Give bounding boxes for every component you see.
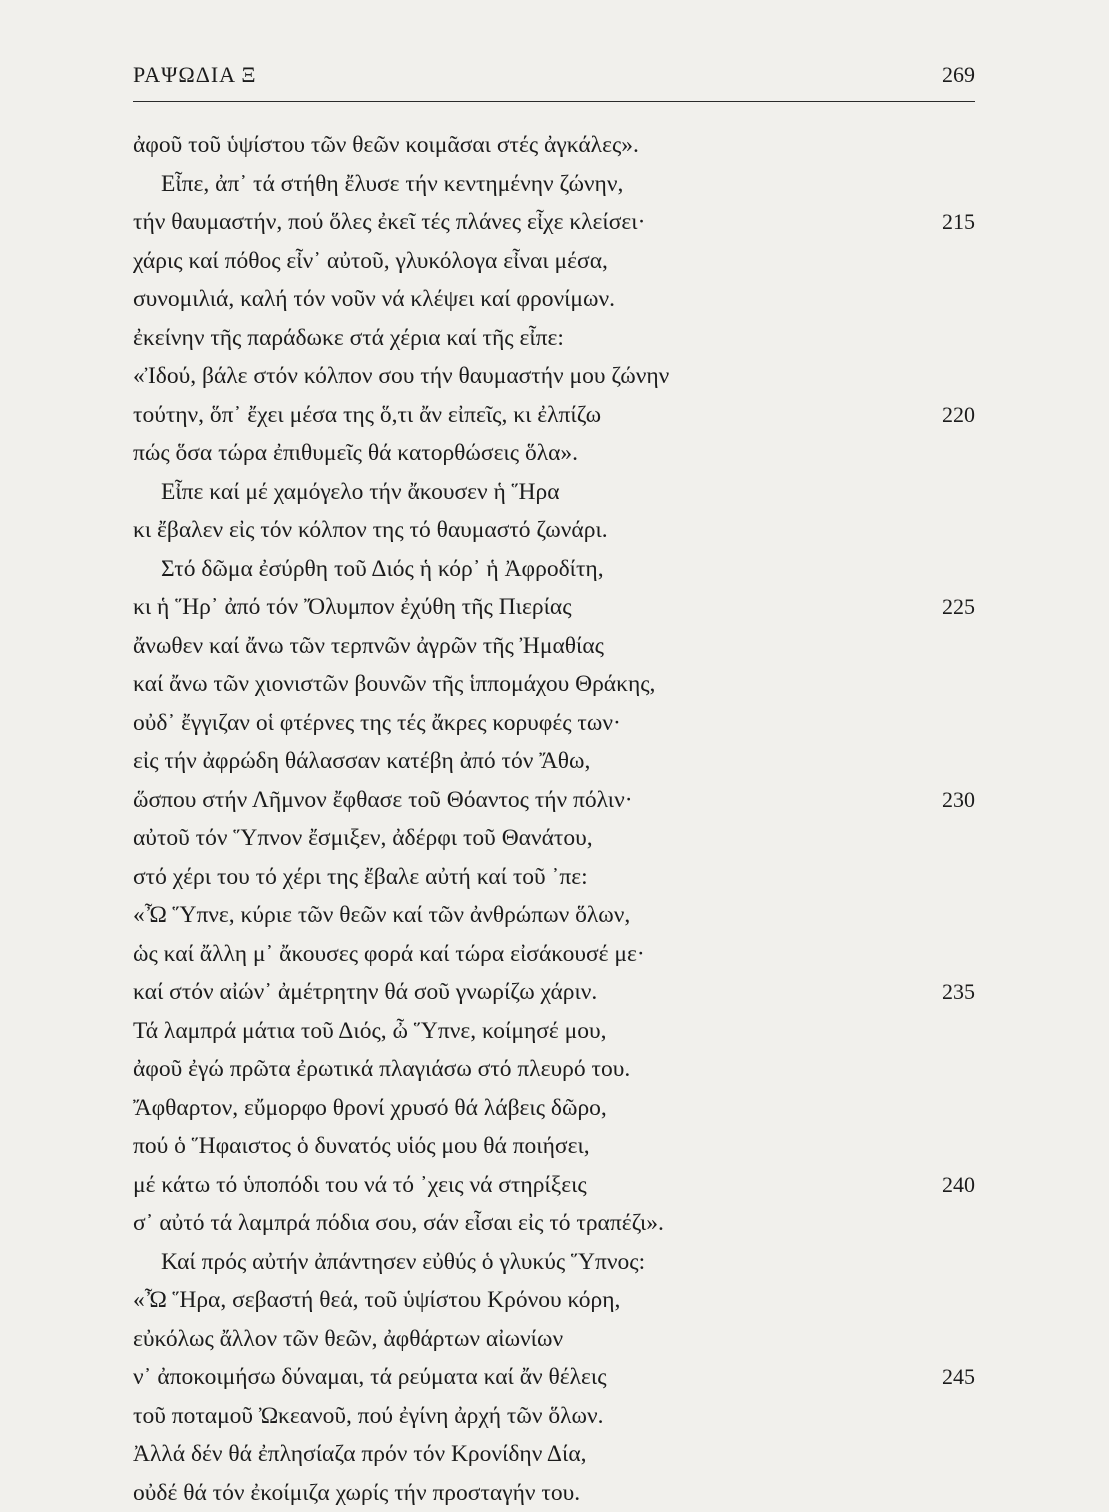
verse-line <box>133 1435 975 1474</box>
verse-text: συνομιλιά, καλή τόν νοῦν νά κλέψει καί φρονίμων. <box>133 280 615 319</box>
verse-line <box>133 627 975 666</box>
verse-text: Ἀλλά δέν θά ἐπλησίαζα πρόν τόν Κρονίδην Δία, <box>133 1435 587 1474</box>
verse-text: «Ὦ Ἥρα, σεβαστή θεά, τοῦ ὑψίστου Κρόνου κόρη, <box>133 1281 620 1320</box>
verse-line <box>133 550 975 589</box>
verse-line <box>133 126 975 165</box>
verse-line <box>133 1281 975 1320</box>
verse-text: καί ἄνω τῶν χιονιστῶν βουνῶν τῆς ἱππομάχου Θράκης, <box>133 665 655 704</box>
verse-line <box>133 396 975 435</box>
verse-line <box>133 1089 975 1128</box>
page-header <box>133 62 975 102</box>
verse-text: καί στόν αἰών᾽ ἀμέτρητην θά σοῦ γνωρίζω χάριν. <box>133 973 597 1012</box>
verse-line <box>133 1397 975 1436</box>
line-number: 245 <box>942 1358 975 1397</box>
verse-line <box>133 434 975 473</box>
verse-line <box>133 742 975 781</box>
verse-line <box>133 1204 975 1243</box>
verse-line <box>133 511 975 550</box>
verse-line <box>133 1050 975 1089</box>
verse-line <box>133 896 975 935</box>
verse-line <box>133 1358 975 1397</box>
line-number: 235 <box>942 973 975 1012</box>
verse-line <box>133 665 975 704</box>
verse-text: σ᾽ αὐτό τά λαμπρά πόδια σου, σάν εἶσαι εἰς τό τραπέζι». <box>133 1204 664 1243</box>
verse-text: κι ἔβαλεν εἰς τόν κόλπον της τό θαυμαστό ζωνάρι. <box>133 511 608 550</box>
verse-line <box>133 242 975 281</box>
verse-line <box>133 357 975 396</box>
verse-text: στό χέρι του τό χέρι της ἔβαλε αὐτή καί τοῦ ᾽πε: <box>133 858 588 897</box>
verse-text: ἀφοῦ ἐγώ πρῶτα ἐρωτικά πλαγιάσω στό πλευρό του. <box>133 1050 630 1089</box>
verse-text: οὐδ᾽ ἔγγιζαν οἱ φτέρνες της τές ἄκρες κορυφές των· <box>133 704 621 743</box>
verse-text: ἀφοῦ τοῦ ὑψίστου τῶν θεῶν κοιμᾶσαι στές ἀγκάλες». <box>133 126 639 165</box>
verse-text: ν᾽ ἀποκοιμήσω δύναμαι, τά ρεύματα καί ἄν θέλεις <box>133 1358 607 1397</box>
verse-text: Εἶπε, ἀπ᾽ τά στήθη ἔλυσε τήν κεντημένην ζώνην, <box>161 165 623 204</box>
verse-text: εἰς τήν ἀφρώδη θάλασσαν κατέβη ἀπό τόν Ἄθω, <box>133 742 590 781</box>
line-number: 215 <box>942 203 975 242</box>
verse-line <box>133 704 975 743</box>
verse-line <box>133 588 975 627</box>
verse-text: τούτην, ὅπ᾽ ἔχει μέσα της ὅ,τι ἄν εἰπεῖς, κι ἐλπίζω <box>133 396 601 435</box>
verse-line <box>133 973 975 1012</box>
verse-line <box>133 473 975 512</box>
header-rule <box>133 101 975 102</box>
verse-line <box>133 203 975 242</box>
verse-line <box>133 1320 975 1359</box>
verse-line <box>133 781 975 820</box>
verse-text: «Ὦ Ὕπνε, κύριε τῶν θεῶν καί τῶν ἀνθρώπων ὅλων, <box>133 896 630 935</box>
verse-line <box>133 1166 975 1205</box>
line-number: 230 <box>942 781 975 820</box>
verse-text: τοῦ ποταμοῦ Ὠκεανοῦ, πού ἐγίνη ἀρχή τῶν ὅλων. <box>133 1397 603 1436</box>
line-number: 240 <box>942 1166 975 1205</box>
verse-line <box>133 1243 975 1282</box>
verse-text: πώς ὅσα τώρα ἐπιθυμεῖς θά κατορθώσεις ὅλα». <box>133 434 578 473</box>
verse-text: ὡς καί ἄλλη μ᾽ ἄκουσες φορά καί τώρα εἰσάκουσέ με· <box>133 935 645 974</box>
verse-text: ἐκείνην τῆς παράδωκε στά χέρια καί τῆς εἶπε: <box>133 319 564 358</box>
verse-text: Ἄφθαρτον, εὔμορφο θρονί χρυσό θά λάβεις δῶρο, <box>133 1089 607 1128</box>
verse-text: ὥσπου στήν Λῆμνον ἔφθασε τοῦ Θόαντος τήν πόλιν· <box>133 781 633 820</box>
verse-text: Καί πρός αὐτήν ἀπάντησεν εὐθύς ὁ γλυκύς Ὕπνος: <box>161 1243 645 1282</box>
verse-text: Τά λαμπρά μάτια τοῦ Διός, ὦ Ὕπνε, κοίμησέ μου, <box>133 1012 607 1051</box>
verse-text: τήν θαυμαστήν, πού ὅλες ἐκεῖ τές πλάνες εἶχε κλείσει· <box>133 203 645 242</box>
verse-line <box>133 165 975 204</box>
verse-list <box>133 126 975 1512</box>
verse-line <box>133 819 975 858</box>
line-number: 220 <box>942 396 975 435</box>
verse-text: Εἶπε καί μέ χαμόγελο τήν ἄκουσεν ἡ Ἥρα <box>161 473 560 512</box>
verse-text: κι ἡ Ἥρ᾽ ἀπό τόν Ὄλυμπον ἐχύθη τῆς Πιερίας <box>133 588 572 627</box>
verse-text: «Ἰδού, βάλε στόν κόλπον σου τήν θαυμαστήν μου ζώνην <box>133 357 669 396</box>
verse-text: μέ κάτω τό ὑποπόδι του νά τό ᾽χεις νά στηρίξεις <box>133 1166 587 1205</box>
verse-text: ἄνωθεν καί ἄνω τῶν τερπνῶν ἀγρῶν τῆς Ἠμαθίας <box>133 627 604 666</box>
verse-line <box>133 1012 975 1051</box>
verse-text: Στό δῶμα ἐσύρθη τοῦ Διός ἡ κόρ᾽ ἡ Ἀφροδίτη, <box>161 550 604 589</box>
verse-line <box>133 1127 975 1166</box>
verse-line <box>133 280 975 319</box>
verse-text: χάρις καί πόθος εἶν᾽ αὐτοῦ, γλυκόλογα εἶναι μέσα, <box>133 242 608 281</box>
verse-line <box>133 935 975 974</box>
page-number: 269 <box>942 62 975 88</box>
verse-line <box>133 858 975 897</box>
verse-text: πού ὁ Ἥφαιστος ὁ δυνατός υἱός μου θά ποιήσει, <box>133 1127 590 1166</box>
verse-text: εὐκόλως ἄλλον τῶν θεῶν, ἀφθάρτων αἰωνίων <box>133 1320 563 1359</box>
verse-line <box>133 319 975 358</box>
verse-text: αὐτοῦ τόν Ὕπνον ἔσμιξεν, ἀδέρφι τοῦ Θανάτου, <box>133 819 593 858</box>
verse-line <box>133 1474 975 1512</box>
line-number: 225 <box>942 588 975 627</box>
running-head: ΡΑΨΩΔΙΑ Ξ <box>133 62 257 88</box>
verse-text: οὐδέ θά τόν ἐκοίμιζα χωρίς τήν προσταγήν του. <box>133 1474 580 1512</box>
